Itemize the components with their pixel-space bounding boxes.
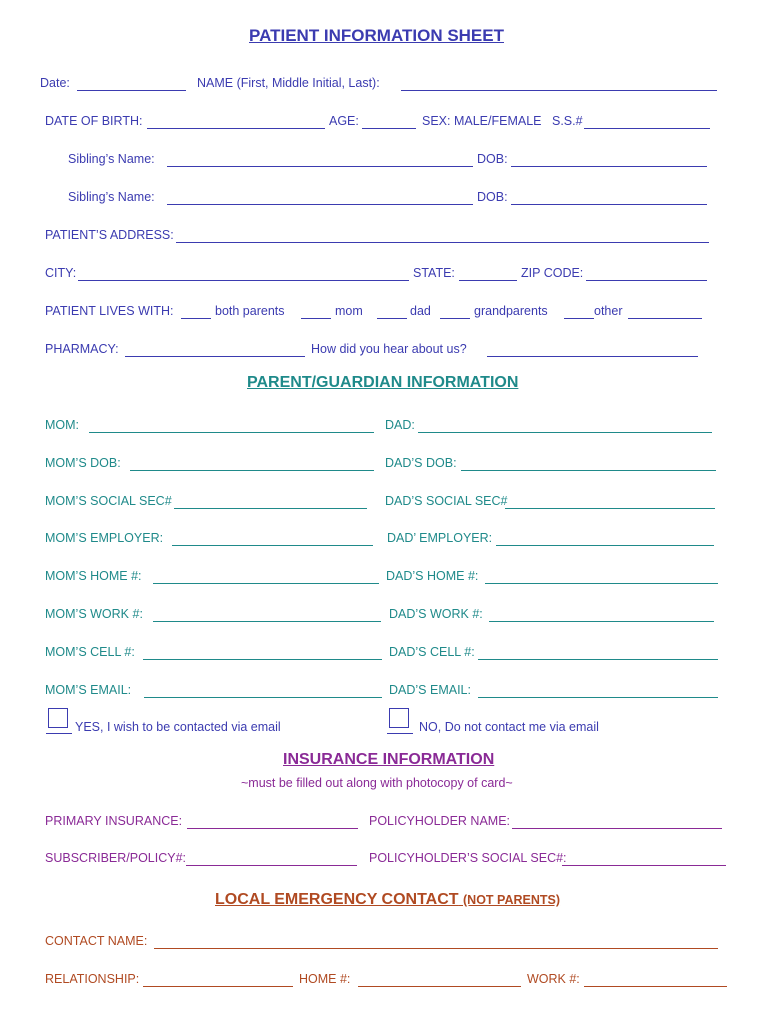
sex-label: SEX: MALE/FEMALE — [422, 114, 542, 128]
city-label: CITY: — [45, 266, 77, 280]
dad-cell-label: DAD’S CELL #: — [389, 645, 475, 659]
lives-with-label: PATIENT LIVES WITH: — [45, 304, 174, 318]
mom-work-field[interactable] — [153, 621, 381, 622]
zip-label: ZIP CODE: — [521, 266, 584, 280]
address-field[interactable] — [176, 242, 709, 243]
ssn-label: S.S.# — [552, 114, 583, 128]
pharmacy-field[interactable] — [125, 356, 305, 357]
both-parents-option: both parents — [215, 304, 285, 318]
mom-email-label: MOM’S EMAIL: — [45, 683, 132, 697]
address-label: PATIENT’S ADDRESS: — [45, 228, 174, 242]
no-email-checkbox[interactable] — [389, 708, 409, 728]
sibling1-dob-field[interactable] — [511, 166, 707, 167]
zip-field[interactable] — [586, 280, 707, 281]
mom-label: MOM: — [45, 418, 80, 432]
dad-blank[interactable] — [377, 318, 407, 319]
dad-employer-label: DAD’ EMPLOYER: — [387, 531, 493, 545]
emergency-heading-note: (NOT PARENTS) — [463, 893, 561, 907]
sibling1-label: Sibling’s Name: — [68, 152, 155, 166]
sibling1-field[interactable] — [167, 166, 473, 167]
yes-email-checkbox[interactable] — [48, 708, 68, 728]
other-blank[interactable] — [564, 318, 594, 319]
yes-email-blank — [46, 733, 72, 734]
city-field[interactable] — [78, 280, 409, 281]
relationship-label: RELATIONSHIP: — [45, 972, 140, 986]
ssn-field[interactable] — [584, 128, 710, 129]
date-field[interactable] — [77, 90, 186, 91]
both-parents-blank[interactable] — [181, 318, 211, 319]
subscriber-label: SUBSCRIBER/POLICY#: — [45, 851, 187, 865]
mom-employer-field[interactable] — [172, 545, 373, 546]
mom-home-label: MOM’S HOME #: — [45, 569, 142, 583]
age-label: AGE: — [329, 114, 359, 128]
policyholder-field[interactable] — [512, 828, 722, 829]
mom-dob-field[interactable] — [130, 470, 374, 471]
subscriber-field[interactable] — [186, 865, 357, 866]
dad-employer-field[interactable] — [496, 545, 714, 546]
dad-ss-field[interactable] — [505, 508, 715, 509]
name-label: NAME (First, Middle Initial, Last): — [197, 76, 380, 90]
dad-home-field[interactable] — [485, 583, 718, 584]
state-label: STATE: — [413, 266, 455, 280]
policyholder-label: POLICYHOLDER NAME: — [369, 814, 511, 828]
primary-insurance-label: PRIMARY INSURANCE: — [45, 814, 183, 828]
dad-dob-field[interactable] — [461, 470, 716, 471]
mom-work-label: MOM’S WORK #: — [45, 607, 143, 621]
mom-option: mom — [335, 304, 363, 318]
dad-work-field[interactable] — [489, 621, 714, 622]
policyholder-ss-field[interactable] — [562, 865, 726, 866]
pharmacy-label: PHARMACY: — [45, 342, 119, 356]
contact-name-label: CONTACT NAME: — [45, 934, 148, 948]
no-email-label: NO, Do not contact me via email — [419, 720, 599, 734]
grandparents-blank[interactable] — [440, 318, 470, 319]
parent-heading: PARENT/GUARDIAN INFORMATION — [247, 374, 519, 391]
dob-field[interactable] — [147, 128, 325, 129]
insurance-heading: INSURANCE INFORMATION — [283, 751, 495, 768]
emergency-work-label: WORK #: — [527, 972, 580, 986]
dad-cell-field[interactable] — [478, 659, 718, 660]
age-field[interactable] — [362, 128, 416, 129]
dad-email-label: DAD’S EMAIL: — [389, 683, 471, 697]
sibling2-label: Sibling’s Name: — [68, 190, 155, 204]
mom-ss-label: MOM’S SOCIAL SEC# — [45, 494, 172, 508]
dad-work-label: DAD’S WORK #: — [389, 607, 483, 621]
no-email-blank — [387, 733, 413, 734]
emergency-heading-text: LOCAL EMERGENCY CONTACT — [215, 891, 459, 908]
dad-ss-label: DAD’S SOCIAL SEC# — [385, 494, 508, 508]
emergency-home-field[interactable] — [358, 986, 521, 987]
mom-ss-field[interactable] — [174, 508, 367, 509]
dad-field[interactable] — [418, 432, 712, 433]
sibling2-dob-field[interactable] — [511, 204, 707, 205]
sibling1-dob-label: DOB: — [477, 152, 508, 166]
mom-dob-label: MOM’S DOB: — [45, 456, 121, 470]
date-label: Date: — [40, 76, 70, 90]
sibling2-dob-label: DOB: — [477, 190, 508, 204]
relationship-field[interactable] — [143, 986, 293, 987]
mom-cell-label: MOM’S CELL #: — [45, 645, 135, 659]
mom-field[interactable] — [89, 432, 374, 433]
dob-label: DATE OF BIRTH: — [45, 114, 143, 128]
emergency-home-label: HOME #: — [299, 972, 351, 986]
grandparents-option: grandparents — [474, 304, 548, 318]
hear-label: How did you hear about us? — [311, 342, 467, 356]
dad-dob-label: DAD’S DOB: — [385, 456, 457, 470]
contact-name-field[interactable] — [154, 948, 718, 949]
primary-insurance-field[interactable] — [187, 828, 358, 829]
mom-email-field[interactable] — [144, 697, 382, 698]
state-field[interactable] — [459, 280, 517, 281]
page-title: PATIENT INFORMATION SHEET — [249, 26, 504, 45]
emergency-work-field[interactable] — [584, 986, 727, 987]
policyholder-ss-label: POLICYHOLDER’S SOCIAL SEC#: — [369, 851, 567, 865]
sibling2-field[interactable] — [167, 204, 473, 205]
yes-email-label: YES, I wish to be contacted via email — [75, 720, 281, 734]
dad-home-label: DAD’S HOME #: — [386, 569, 479, 583]
emergency-heading — [215, 891, 560, 909]
mom-home-field[interactable] — [153, 583, 379, 584]
mom-cell-field[interactable] — [143, 659, 382, 660]
dad-label: DAD: — [385, 418, 415, 432]
other-option: other — [594, 304, 623, 318]
hear-field[interactable] — [487, 356, 698, 357]
name-field[interactable] — [401, 90, 717, 91]
dad-email-field[interactable] — [478, 697, 718, 698]
mom-blank[interactable] — [301, 318, 331, 319]
mom-employer-label: MOM’S EMPLOYER: — [45, 531, 164, 545]
other-field[interactable] — [628, 318, 702, 319]
insurance-note: ~must be filled out along with photocopy of card~ — [241, 776, 513, 790]
dad-option: dad — [410, 304, 431, 318]
